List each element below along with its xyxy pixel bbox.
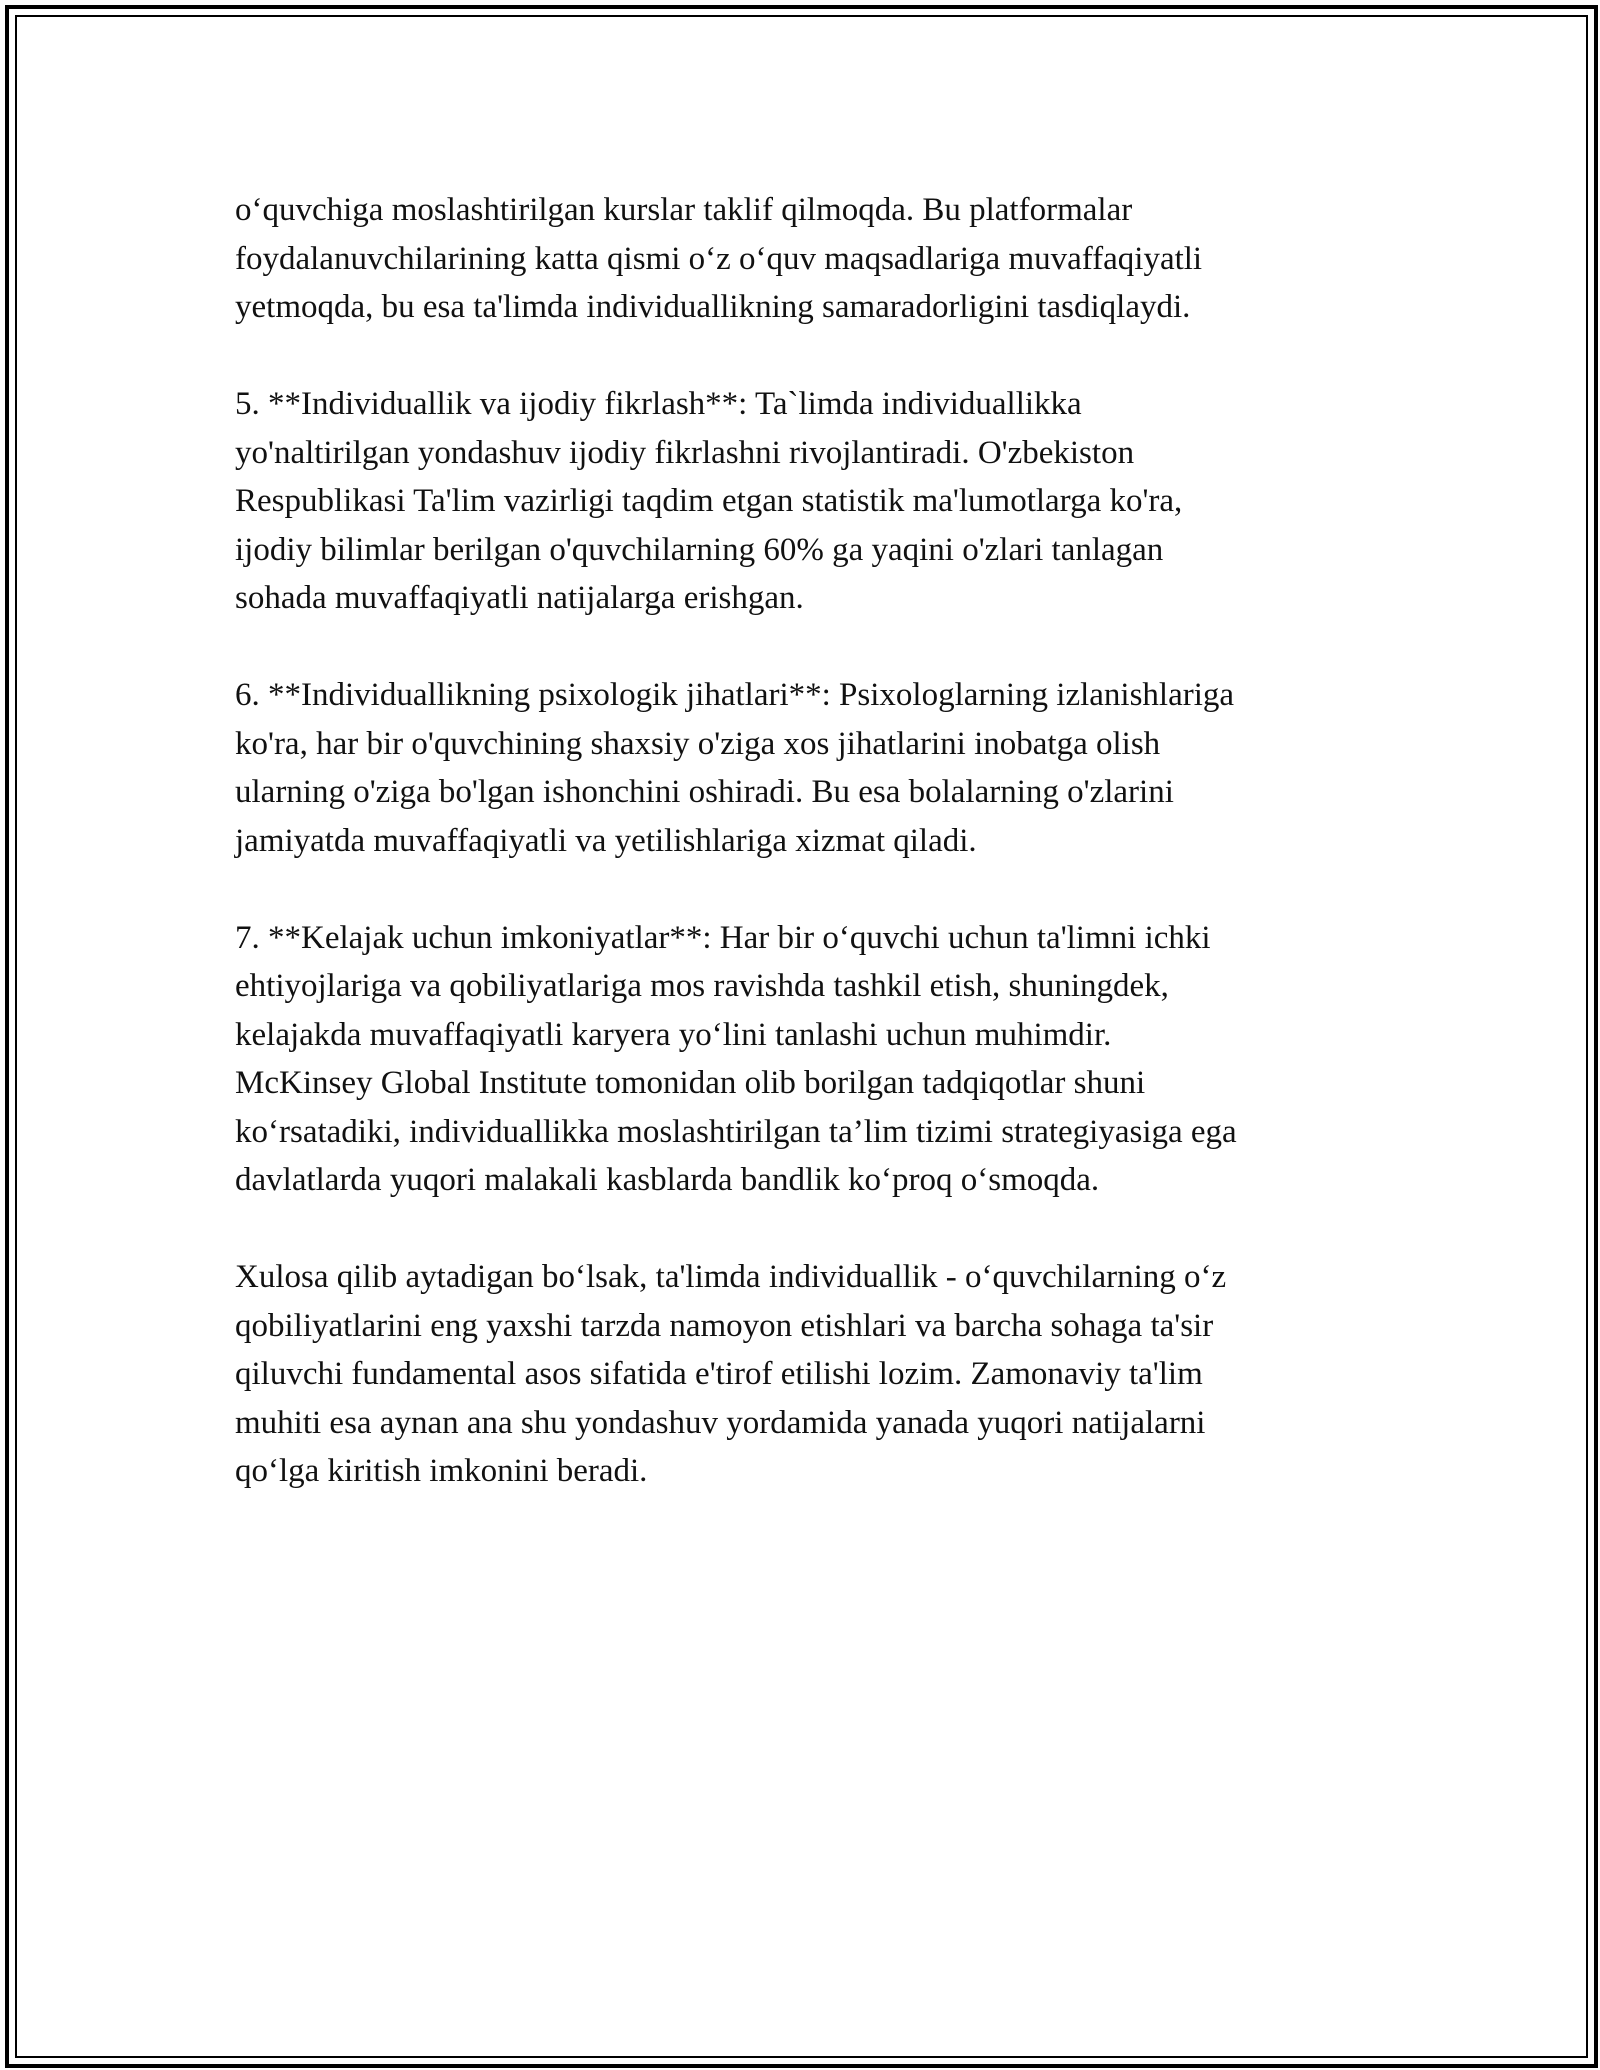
paragraph-psychological-aspects: 6. **Individuallikning psixologik jihatlari**: Psixologlarning izlanishlariga ko'ra, har bir o'quvchining shaxsiy o'ziga xos jihatlarini inobatga olish ularning o'ziga bo'lgan ishonchini oshiradi. Bu esa bolalarning o'zlarini jamiyatda muvaffaqiyatli va yetilishlariga xizmat qiladi. — [235, 677, 1235, 859]
document-body — [235, 186, 1375, 1544]
paragraph-future-opportunities: 7. **Kelajak uchun imkoniyatlar**: Har bir o‘quvchi uchun ta'limni ichki ehtiyojlariga va qobiliyatlariga mos ravishda tashkil etish, shuningdek, kelajakda muvaffaqiyatli karyera yo‘lini tanlashi uchun muhimdir. McKinsey Global Institute tomonidan olib borilgan tadqiqotlar shuni ko‘rsatadiki, individuallikka moslashtirilgan ta’lim tizimi strategiyasiga ega davlatlarda yuqori malakali kasblarda bandlik ko‘proq o‘smoqda. — [235, 919, 1237, 1198]
paragraph-individuality-creative-thinking: 5. **Individuallik va ijodiy fikrlash**: Ta`limda individuallikka yo'naltirilgan yondashuv ijodiy fikrlashni rivojlantiradi. O'zbekiston Respublikasi Ta'lim vazirligi taqdim etgan statistik ma'lumotlarga ko'ra, ijodiy bilimlar berilgan o'quvchilarning 60% ga yaqini o'zlari tanlagan sohada muvaffaqiyatli natijalarga erishgan. — [235, 386, 1183, 616]
paragraph-conclusion: Xulosa qilib aytadigan bo‘lsak, ta'limda individuallik - o‘quvchilarning o‘z qobiliyatlarini eng yaxshi tarzda namoyon etishlari va barcha sohaga ta'sir qiluvchi fundamental asos sifatida e'tirof etilishi lozim. Zamonaviy ta'lim muhiti esa aynan ana shu yondashuv yordamida yanada yuqori natijalarni qo‘lga kiritish imkonini beradi. — [235, 1259, 1227, 1489]
paragraph-continuation: o‘quvchiga moslashtirilgan kurslar taklif qilmoqda. Bu platformalar foydalanuvchilarining katta qismi o‘z o‘quv maqsadlariga muvaffaqiyatli yetmoqda, bu esa ta'limda individuallikning samaradorligini tasdiqlaydi. — [235, 192, 1203, 325]
